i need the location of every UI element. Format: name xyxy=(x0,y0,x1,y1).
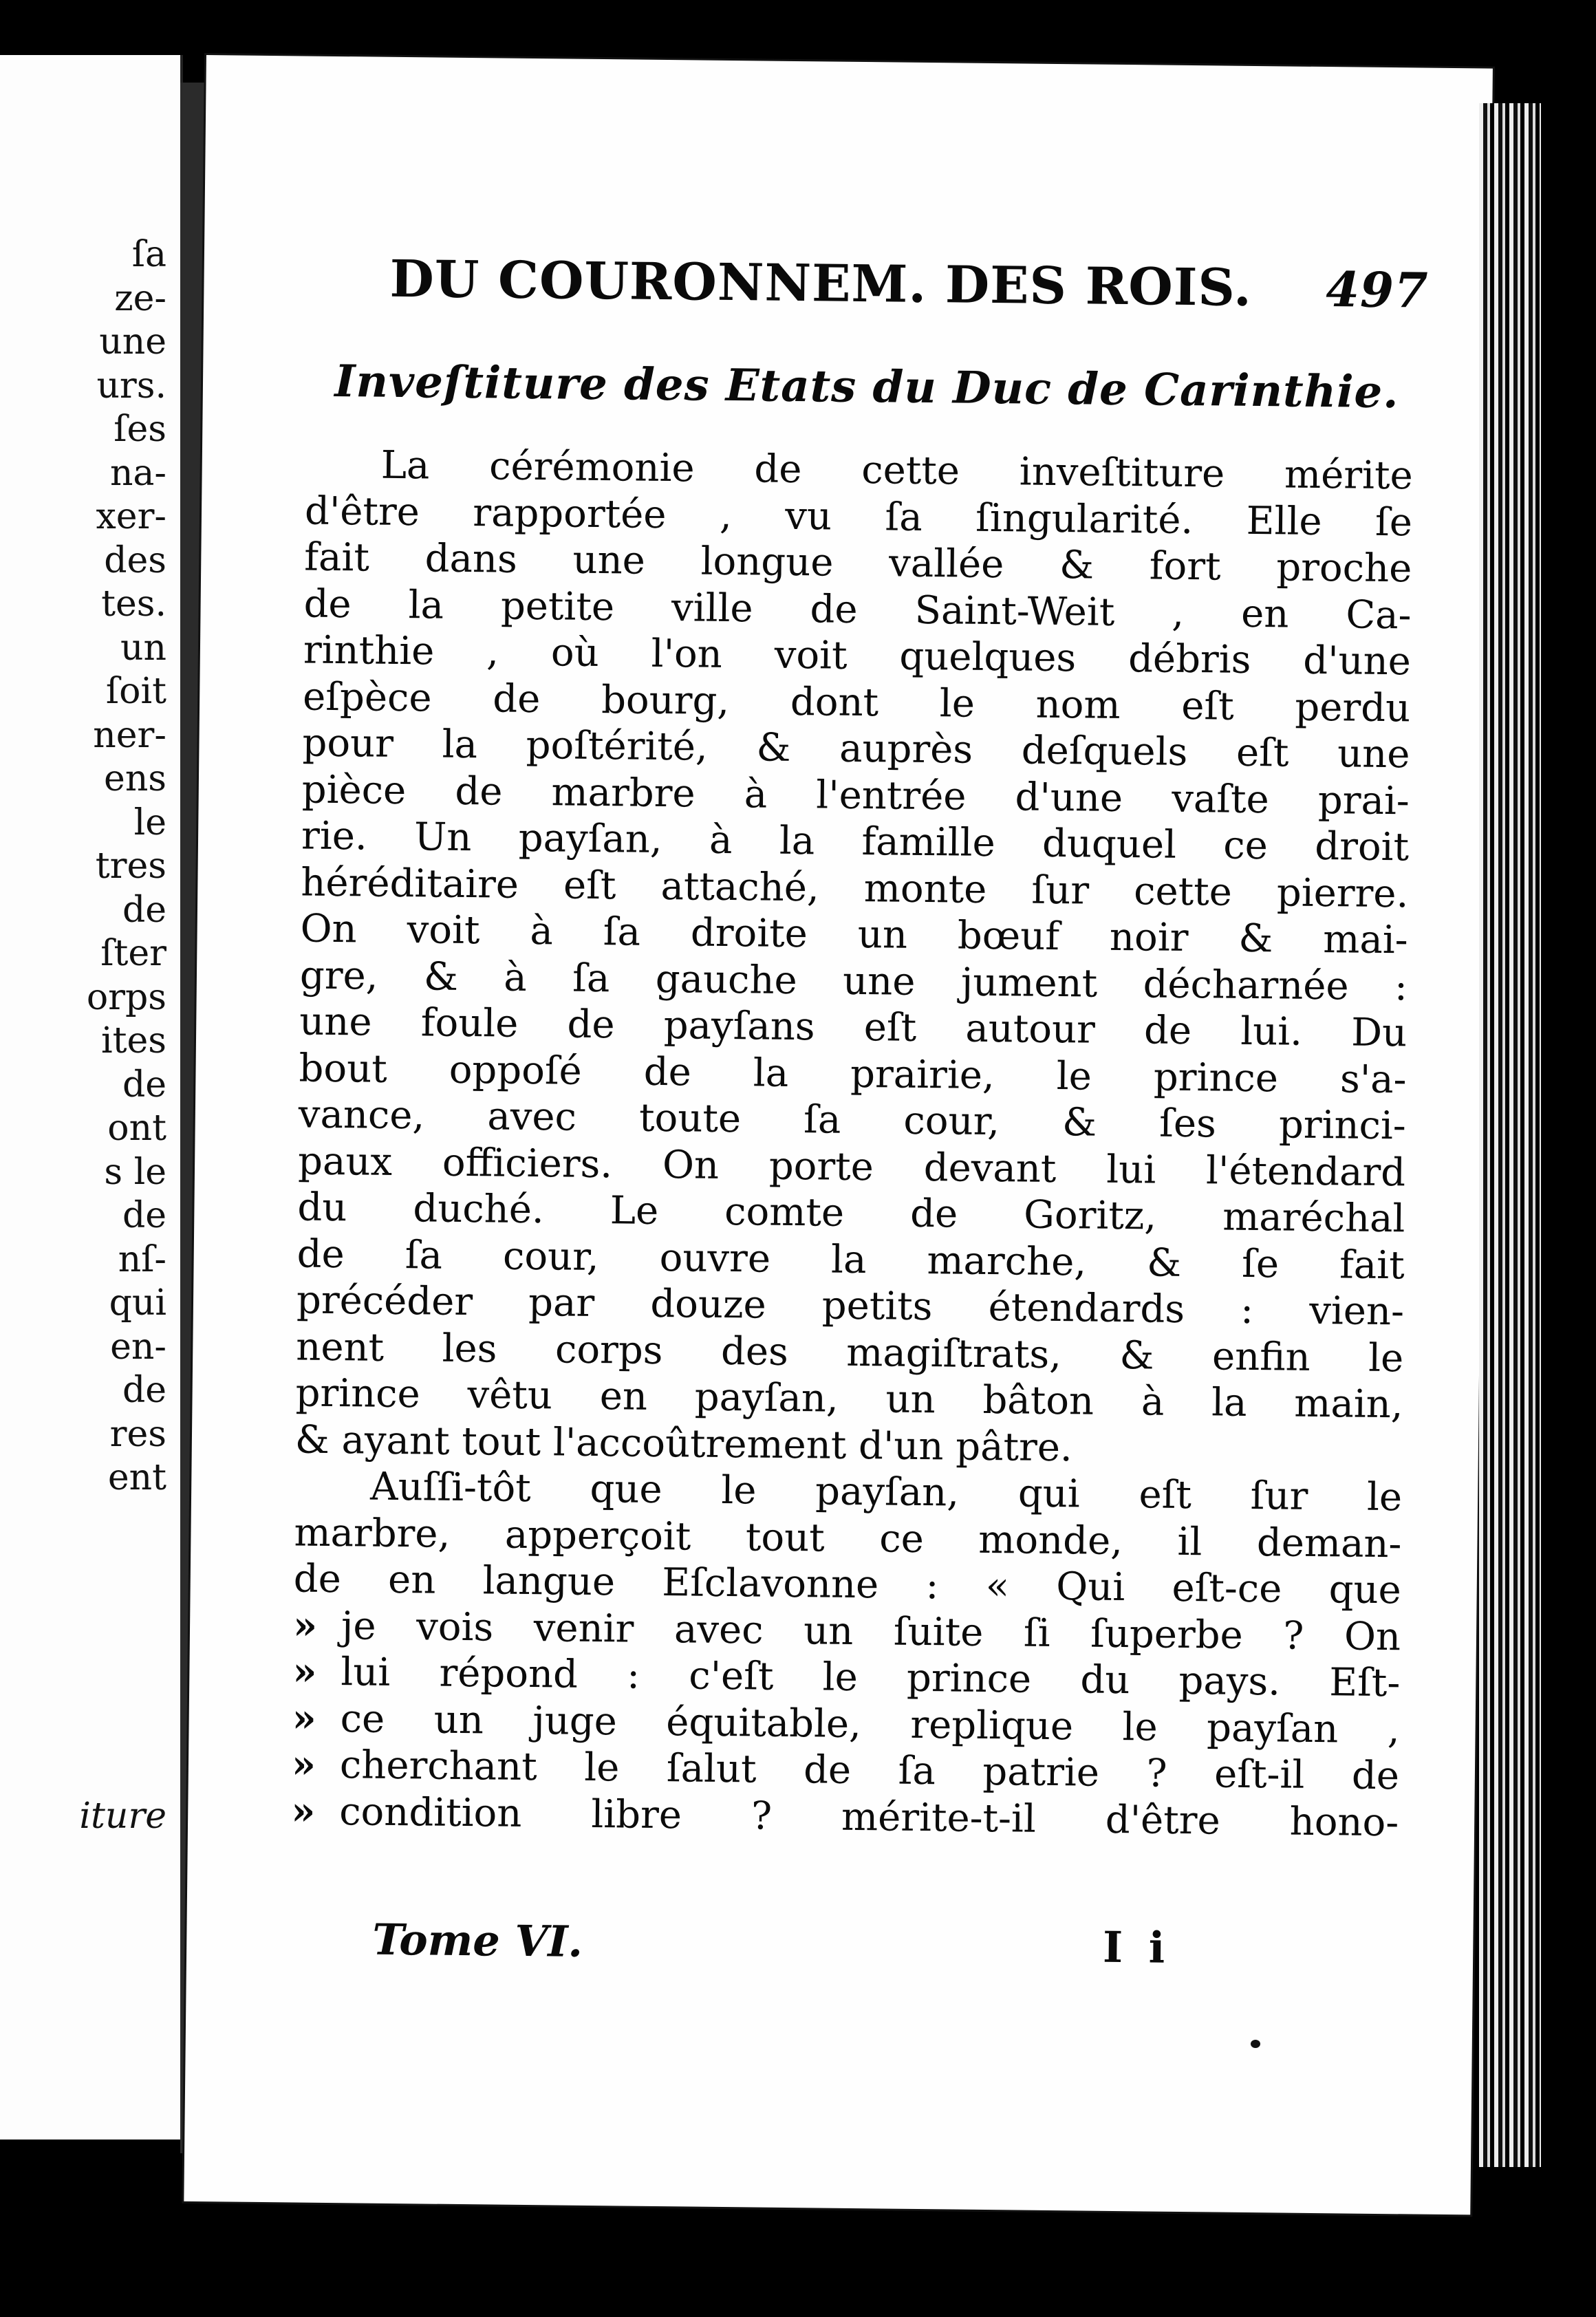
text-line: gre, & à ſa gauche une jument décharnée : xyxy=(299,952,1408,1009)
volume-label: Tome VI. xyxy=(371,1914,583,1967)
facing-page-fragment-line: ens xyxy=(104,758,166,799)
facing-page-fragment-line: orps xyxy=(86,976,166,1018)
text-line: une foule de payſans eſt autour de lui. Du xyxy=(299,999,1408,1056)
text-line: pièce de marbre à l'entrée d'une vaſte prai- xyxy=(301,767,1410,823)
quote-marker: » xyxy=(291,1741,316,1787)
text-line: rinthie , où l'on voit quelques débris d'une xyxy=(303,627,1412,685)
facing-page-fragment-line: ner- xyxy=(93,714,166,756)
text-line: d'être rapportée , vu ſa ſingularité. Elle ſe xyxy=(304,488,1413,545)
facing-page-fragment-line: tes. xyxy=(101,583,166,625)
facing-page-fragment-line: xer- xyxy=(96,496,166,537)
facing-page-fragment-line: de xyxy=(122,889,166,931)
facing-page-fragment-line: ites xyxy=(101,1020,166,1061)
facing-page-catchword: iture xyxy=(79,1796,166,1837)
facing-page-fragment-line: le xyxy=(133,801,166,843)
text-line: fait dans une longue vallée & fort proche xyxy=(304,535,1412,592)
facing-page-fragment-line: des xyxy=(104,539,166,581)
text-line: de ſa cour, ouvre la marche, & ſe fait xyxy=(296,1231,1405,1288)
running-head xyxy=(389,250,1429,320)
page-number: 497 xyxy=(1325,261,1429,319)
quote-marker: » xyxy=(292,1694,317,1741)
quote-marker: » xyxy=(292,1648,317,1694)
text-line: rie. Un payſan, à la famille duquel ce droit xyxy=(301,813,1410,870)
quoted-text: ce un juge équitable, replique le payſan , xyxy=(340,1696,1400,1752)
text-line: On voit à ſa droite un bœuf noir & mai- xyxy=(300,906,1408,963)
facing-page-fragment-line: en- xyxy=(110,1326,166,1368)
book-page xyxy=(184,55,1493,2214)
facing-page-fragment-line: une xyxy=(99,321,166,363)
facing-page-fragment-line: na- xyxy=(109,452,166,494)
facing-page-fragment-line: de xyxy=(122,1064,166,1106)
quote-marker: » xyxy=(290,1787,316,1834)
facing-page-fragment-line: res xyxy=(109,1413,166,1455)
text-line: du duché. Le comte de Goritz, maréchal xyxy=(297,1185,1405,1242)
body-text xyxy=(291,442,1413,1846)
facing-page-fragment-line: nſ- xyxy=(118,1238,166,1280)
facing-page-fragment-line: ſa xyxy=(131,234,166,275)
facing-page-fragment-line: ze- xyxy=(114,277,166,319)
facing-page-fragment-line: un xyxy=(120,627,166,669)
text-line: paux officiers. On porte devant lui l'étendard xyxy=(297,1138,1406,1195)
text-line: La cérémonie de cette inveſtiture mérite xyxy=(380,442,1414,499)
facing-page-fragment-line: s le xyxy=(104,1151,166,1193)
text-line: prince vêtu en payſan, un bâton à la main, xyxy=(295,1370,1403,1427)
text-line: héréditaire eſt attaché, monte ſur cette pierre. xyxy=(301,860,1409,916)
facing-page-fragment-line: de xyxy=(122,1195,166,1236)
text-line: vance, avec toute ſa cour, & ſes princi- xyxy=(298,1092,1407,1149)
section-title: Inveſtiture des Etats du Duc de Carinthie. xyxy=(334,355,1399,419)
text-line: eſpèce de bourg, dont le nom eſt perdu xyxy=(302,674,1411,731)
facing-page-fragment-line: ent xyxy=(107,1457,166,1498)
quoted-text: je vois venir avec un ſuite ſi ſuperbe ? On xyxy=(341,1603,1401,1659)
text-line: de la petite ville de Saint-Weit , en Ca- xyxy=(303,581,1412,638)
facing-page-fragment xyxy=(0,55,183,2140)
quote-marker: » xyxy=(292,1602,318,1648)
quoted-text: lui répond : c'eſt le prince du pays. Eſt- xyxy=(341,1650,1401,1706)
facing-page-fragment-line: urs. xyxy=(96,365,166,407)
ink-speck xyxy=(1251,2040,1260,2048)
running-head-title: DU COURONNEM. DES ROIS. xyxy=(389,249,1253,318)
text-line: Auſſi-tôt que le payſan, qui eſt ſur le xyxy=(369,1464,1403,1520)
text-line: précéder par douze petits étendards : vien- xyxy=(296,1278,1405,1335)
facing-page-fragment-line: ſter xyxy=(100,933,166,974)
facing-page-fragment-line: qui xyxy=(109,1282,166,1324)
text-line: nent les corps des magiſtrats, & enfin le xyxy=(296,1324,1404,1381)
facing-page-fragment-line: tres xyxy=(95,845,166,887)
facing-page-fragment-line: ſoit xyxy=(105,671,166,712)
facing-page-fragment-line: de xyxy=(122,1370,166,1411)
quoted-text: cherchant le ſalut de ſa patrie ? eſt-il de xyxy=(339,1743,1400,1799)
text-line: bout oppoſé de la prairie, le prince s'a- xyxy=(299,1045,1407,1102)
quoted-text: condition libre ? mérite-t-il d'être hono- xyxy=(338,1789,1399,1845)
page-footer xyxy=(372,1915,1171,1973)
page-edges xyxy=(1479,103,1541,2167)
text-line: pour la poſtérité, & auprès deſquels eſt une xyxy=(302,720,1410,777)
text-line: marbre, apperçoit tout ce monde, il deman- xyxy=(294,1509,1402,1566)
facing-page-fragment-line: ſes xyxy=(114,409,166,450)
facing-page-fragment-line: ont xyxy=(107,1108,166,1149)
text-line: de en langue Eſclavonne : « Qui eſt-ce que xyxy=(293,1556,1402,1613)
signature-mark: I i xyxy=(1102,1921,1171,1973)
text-line: & ayant tout l'accoûtrement d'un pâtre. xyxy=(294,1416,1073,1470)
